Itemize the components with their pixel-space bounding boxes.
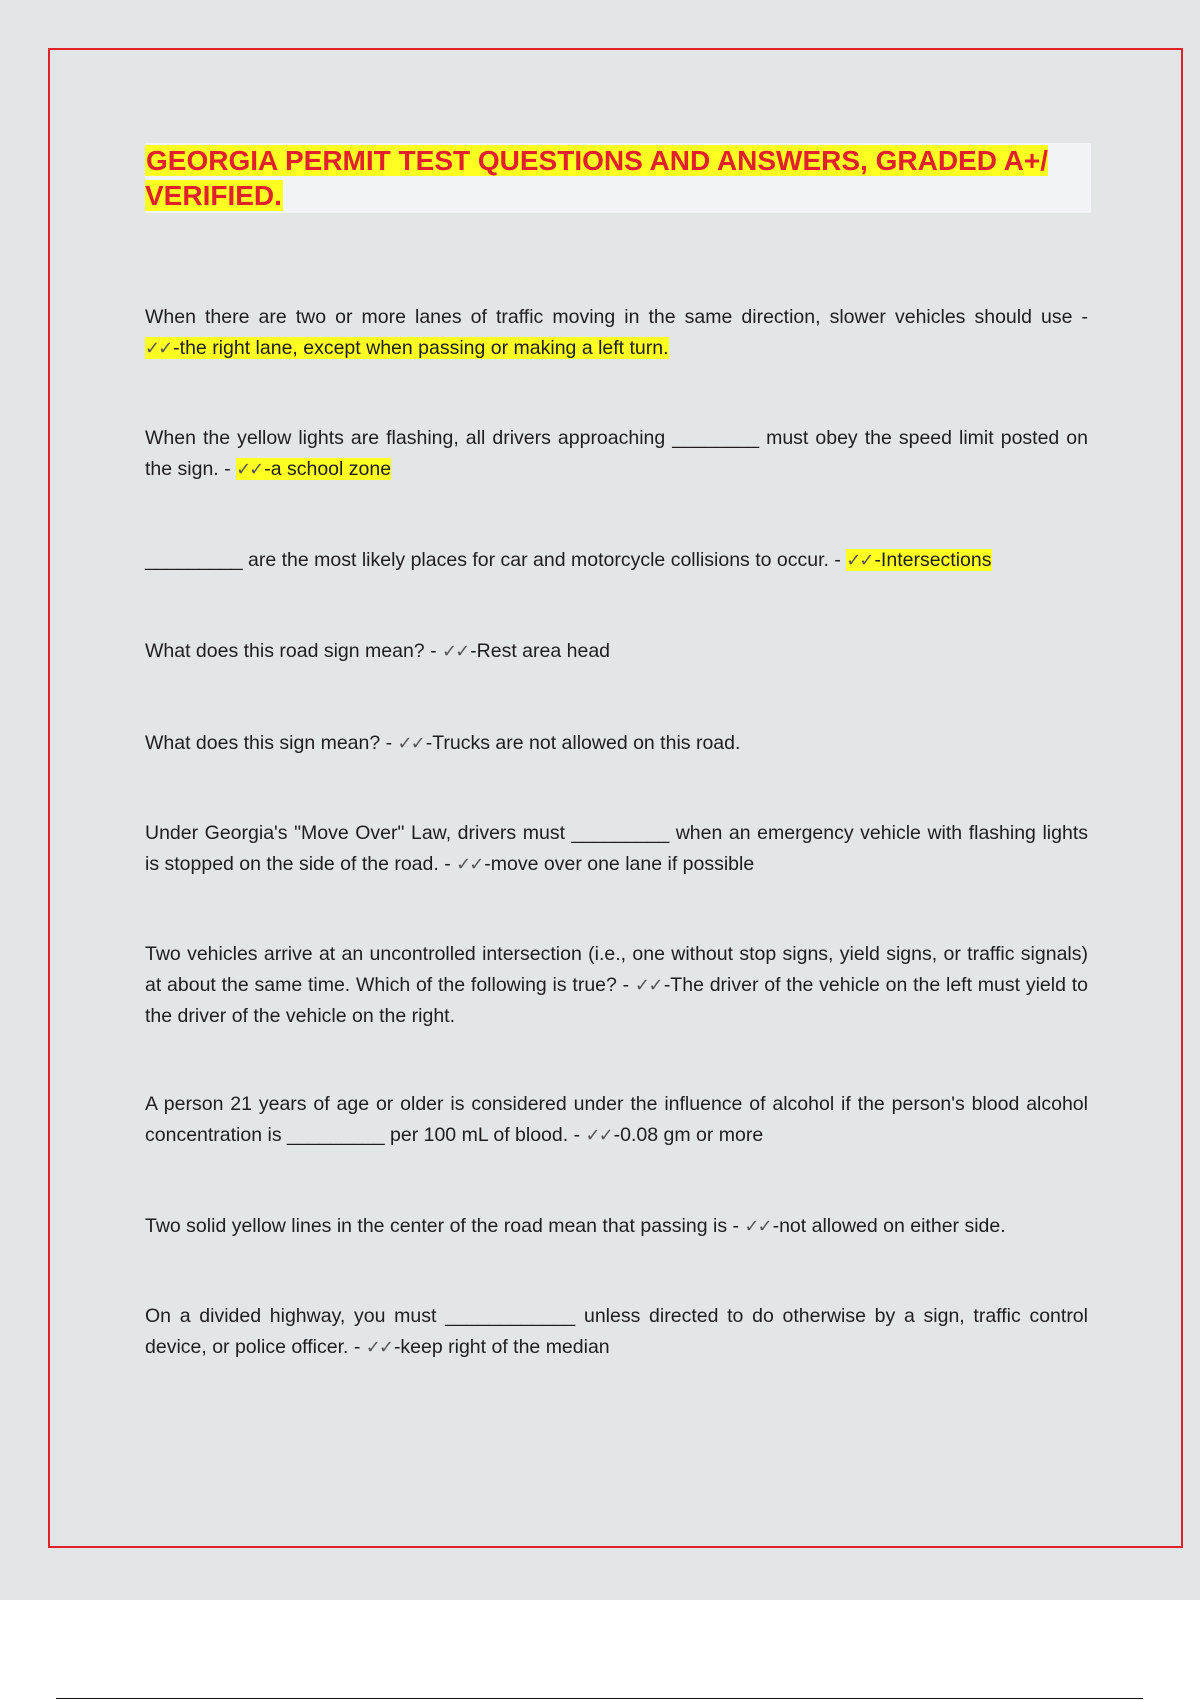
- qa-item-5: [145, 728, 1088, 759]
- question-text: Two vehicles arrive at an uncontrolled intersection (i.e., one without stop signs, yield signs, or traffic signals) at about the same time. Which of the following is true? -: [145, 943, 1088, 996]
- answer: [366, 1336, 610, 1358]
- double-check-icon: ✓✓: [365, 1337, 392, 1357]
- answer: [456, 853, 754, 875]
- answer-text: -The driver of the vehicle on the left must yield to the driver of the vehicle on the right.: [145, 974, 1088, 1027]
- qa-item-3: [145, 545, 1088, 576]
- question-text: _________ are the most likely places for car and motorcycle collisions to occur. -: [145, 549, 841, 571]
- answer-text: -Rest area head: [470, 640, 611, 662]
- double-check-icon: ✓✓: [442, 641, 469, 661]
- question-text: What does this sign mean? -: [145, 732, 393, 754]
- answer-text: -Intersections: [874, 549, 992, 571]
- qa-item-10: [145, 1301, 1088, 1363]
- question-text: What does this road sign mean? -: [145, 640, 437, 662]
- document-title-text: GEORGIA PERMIT TEST QUESTIONS AND ANSWERS, GRADED A+/ VERIFIED.: [145, 145, 1049, 211]
- answer-text: -not allowed on either side.: [772, 1215, 1006, 1237]
- qa-item-1: [145, 302, 1088, 364]
- question-text: A person 21 years of age or older is considered under the influence of alcohol if the person's blood alcohol concentration is _________ per 100 mL of blood. -: [145, 1093, 1088, 1146]
- double-check-icon: ✓✓: [236, 459, 263, 479]
- qa-item-9: [145, 1211, 1088, 1242]
- question-text: When there are two or more lanes of traffic moving in the same direction, slower vehicles should use -: [145, 306, 1088, 328]
- qa-item-2: [145, 423, 1088, 485]
- answer-text: -the right lane, except when passing or making a left turn.: [173, 337, 669, 359]
- qa-item-4: [145, 636, 1088, 667]
- question-text: Two solid yellow lines in the center of the road mean that passing is -: [145, 1215, 739, 1237]
- answer-text: -0.08 gm or more: [613, 1124, 764, 1146]
- answer-highlight: [145, 337, 669, 359]
- footer-divider: [56, 1698, 1143, 1699]
- answer: [586, 1124, 764, 1146]
- double-check-icon: ✓✓: [585, 1125, 612, 1145]
- answer-highlight: [236, 458, 391, 480]
- qa-item-8: [145, 1089, 1088, 1151]
- double-check-icon: ✓✓: [634, 975, 662, 995]
- question-text: When the yellow lights are flashing, all drivers approaching ________ must obey the speed limit posted on the sign. -: [145, 427, 1088, 480]
- qa-item-6: [145, 818, 1088, 880]
- answer: [442, 640, 610, 662]
- qa-item-7: [145, 939, 1088, 1032]
- question-text: Under Georgia's "Move Over" Law, drivers must _________ when an emergency vehicle with flashing lights is stopped on the side of the road. -: [145, 822, 1088, 875]
- question-text: On a divided highway, you must ____________ unless directed to do otherwise by a sign, traffic control device, or police officer. -: [145, 1305, 1088, 1358]
- answer: [398, 732, 741, 754]
- double-check-icon: ✓✓: [846, 550, 873, 570]
- double-check-icon: ✓✓: [145, 338, 172, 358]
- double-check-icon: ✓✓: [744, 1216, 771, 1236]
- document-title: [145, 143, 1091, 213]
- answer-text: -a school zone: [264, 458, 392, 480]
- answer-highlight: [846, 549, 991, 571]
- answer-text: -keep right of the median: [393, 1336, 610, 1358]
- answer-text: -Trucks are not allowed on this road.: [425, 732, 741, 754]
- double-check-icon: ✓✓: [456, 854, 483, 874]
- answer: [744, 1215, 1005, 1237]
- double-check-icon: ✓✓: [397, 733, 424, 753]
- answer-text: -move over one lane if possible: [484, 853, 755, 875]
